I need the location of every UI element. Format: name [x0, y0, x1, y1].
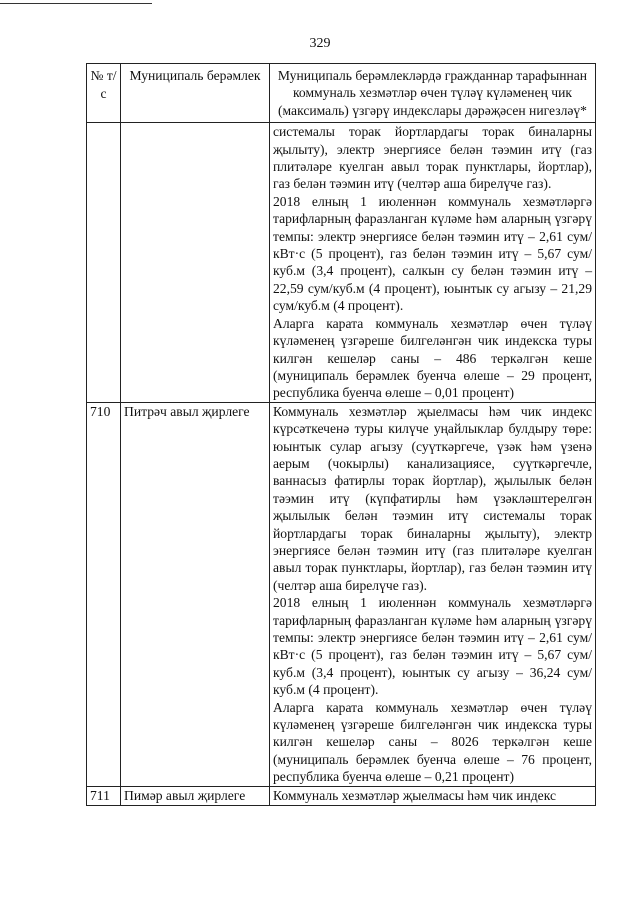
row-number: 710	[87, 402, 121, 786]
row-paragraph: Аларга карата коммуналь хезмәтләр өчен түләү күләменең үзгәреше билгеләнгән чик индекска туры килгән кешеләр саны – 486 теркәлгән кеше (муниципаль берәмлек буенча өлеше – 29 процент, республика буенча өлеше – 0,01 процент)	[273, 315, 592, 401]
row-municipality: Питрәч авыл җирлеге	[121, 402, 270, 786]
row-municipality: Пимәр авыл җирлеге	[121, 786, 270, 805]
table-row	[87, 402, 596, 786]
top-rule	[0, 3, 152, 4]
row-number: 711	[87, 786, 121, 805]
row-description	[270, 402, 596, 786]
table-row	[87, 123, 596, 403]
row-paragraph: Коммуналь хезмәтләр җыелмасы һәм чик индекс	[273, 787, 557, 803]
row-number	[87, 123, 121, 403]
row-description	[270, 123, 596, 403]
row-municipality	[121, 123, 270, 403]
municipal-index-table	[86, 63, 596, 806]
row-paragraph: Коммуналь хезмәтләр җыелмасы һәм чик индекс күрсәткеченә туры килүче уңайлыклар булдыру төре: юынтык сулар агызу (суүткәргече, үзәк һәм үзенә аерым (чокырлы) канализациясе, суүткәргечле, ваннасыз фатирлы торак йортлар), җылылык белән тәэмин итү (күпфатирлы һәм үзәкләштерелгән җылылык белән тәэмин итү системалы торак йортлардагы торак биналарны җылыту), электр энергиясе белән тәэмин итү (газ плитәләре куелган авыл торак пунктлары, йортлар), газ белән тәэмин итү (челтәр аша бирелүче газ).	[273, 403, 592, 593]
table-header-row	[87, 64, 596, 123]
row-paragraph: Аларга карата коммуналь хезмәтләр өчен түләү күләменең үзгәреше билгеләнгән чик индекска туры килгән кешеләр саны – 8026 теркәлгән кеше (муниципаль берәмлек буенча өлеше – 76 процент, республика буенча өлеше – 0,21 процент)	[273, 699, 592, 785]
header-municipality: Муниципаль берәмлек	[121, 64, 270, 123]
header-description: Муниципаль берәмлекләрдә гражданнар тарафыннан коммуналь хезмәтләр өчен түләү күләменең чик (максималь) үзгәрү индекслары дәрәҗәсен нигезләү*	[270, 64, 596, 123]
table-row	[87, 786, 596, 805]
row-paragraph: 2018 елның 1 июленнән коммуналь хезмәтләргә тарифларның фаразланган күләме һәм аларның үзгәрү темпы: электр энергиясе белән тәэмин итү – 2,61 сум/кВт·с (5 процент), газ белән тәэмин итү – 5,67 сум/куб.м (3,4 процент), юынтык су агызу – 36,24 сум/куб.м (4 процент).	[273, 595, 592, 698]
header-number: № т/с	[87, 64, 121, 123]
row-paragraph: 2018 елның 1 июленнән коммуналь хезмәтләргә тарифларның фаразланган күләме һәм аларның үзгәрү темпы: электр энергиясе белән тәэмин итү – 2,61 сум/кВт·с (5 процент), газ белән тәэмин итү – 5,67 сум/куб.м (3,4 процент), салкын су белән тәэмин итү – 22,59 сум/куб.м (4 процент), юынтык су агызу – 21,29 сум/куб.м (4 процент).	[273, 193, 592, 314]
row-paragraph: системалы торак йортлардагы торак биналарны җылыту), электр энергиясе белән тәэмин итү (газ плитәләре куелган авыл торак пунктлары, йортлар), газ белән тәэмин итү (челтәр аша бирелүче газ).	[273, 124, 592, 192]
page-number: 329	[309, 36, 331, 51]
row-description	[270, 786, 596, 805]
